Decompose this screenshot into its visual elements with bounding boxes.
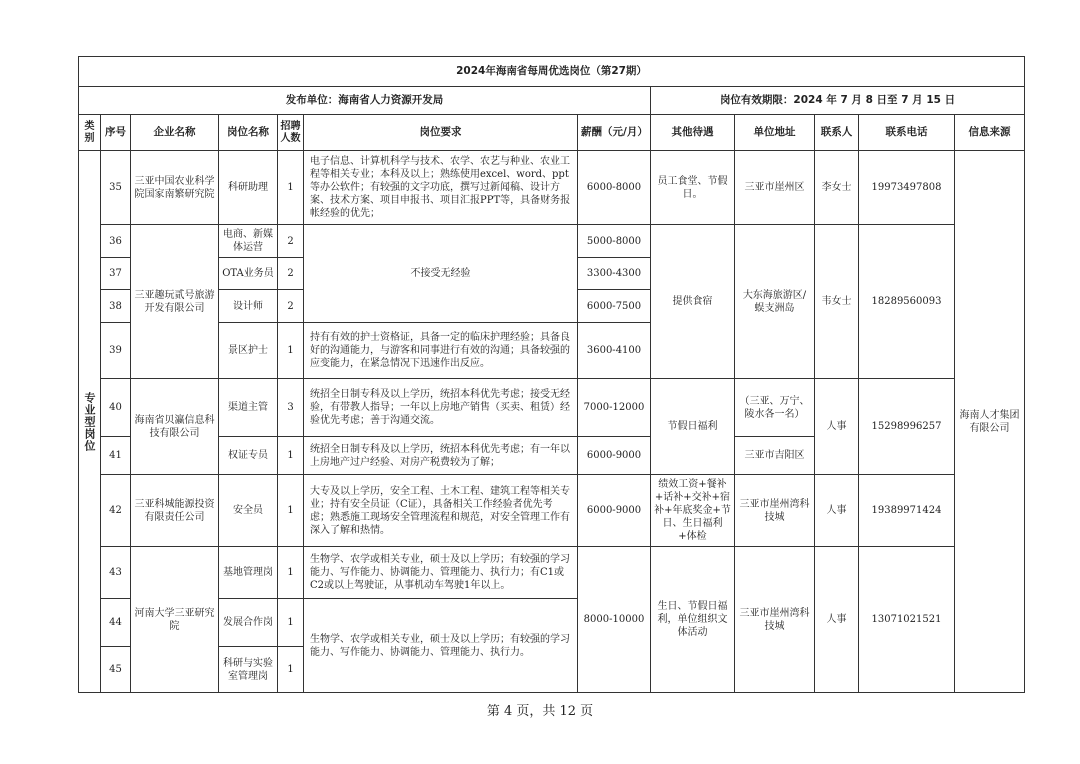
cell-company: 三亚科城能源投资有限责任公司 [131,475,219,547]
cell-seq: 43 [101,547,131,599]
cell-company: 海南省贝瀛信息科技有限公司 [131,379,219,475]
cell-requirements: 不接受无经验 [304,225,578,323]
page-number: 第 4 页，共 12 页 [486,704,594,719]
table-row [79,475,1025,547]
cell-seq: 44 [101,599,131,647]
cell-position: 发展合作岗 [219,599,278,647]
cell-seq: 35 [101,151,131,225]
cell-contact: 人事 [815,547,859,693]
cell-phone: 19973497808 [859,151,955,225]
header-phone: 联系电话 [859,115,955,151]
cell-contact: 李女士 [815,151,859,225]
cell-headcount: 3 [278,379,304,437]
cell-requirements: 统招全日制专科及以上学历，统招本科优先考虑；接受无经验，有带教人指导；一年以上房地产销售（买卖、租赁）经验优先考虑；善于沟通交流。 [304,379,578,437]
cell-position: 景区护士 [219,323,278,379]
cell-headcount: 1 [278,323,304,379]
header-benefits: 其他待遇 [651,115,735,151]
table-row [79,225,1025,258]
cell-salary: 6000-8000 [578,151,651,225]
cell-address: 三亚市崖州湾科技城 [735,547,815,693]
cell-salary: 7000-12000 [578,379,651,437]
cell-contact: 韦女士 [815,225,859,379]
cell-requirements: 大专及以上学历，安全工程、土木工程、建筑工程等相关专业；持有安全员证（C证），具备相关工作经验者优先考虑；熟悉施工现场安全管理流程和规范，对安全管理工作有深入了解和热情。 [304,475,578,547]
header-salary: 薪酬（元/月） [578,115,651,151]
cell-phone: 13071021521 [859,547,955,693]
cell-address: （三亚、万宁、陵水各一名） [735,379,815,437]
header-company: 企业名称 [131,115,219,151]
cell-phone: 18289560093 [859,225,955,379]
cell-requirements: 统招全日制专科及以上学历，统招本科优先考虑；有一年以上房地产过户经验、对房产税费较为了解； [304,437,578,475]
header-contact: 联系人 [815,115,859,151]
cell-seq: 40 [101,379,131,437]
cell-address: 三亚市吉阳区 [735,437,815,475]
info-source: 海南人才集团有限公司 [955,151,1025,693]
cell-seq: 39 [101,323,131,379]
table-row [79,379,1025,437]
cell-position: 电商、新媒体运营 [219,225,278,258]
cell-phone: 15298996257 [859,379,955,475]
job-table [78,56,1025,693]
publisher: 发布单位：海南省人力资源开发局 [79,87,651,115]
cell-company: 三亚中国农业科学院国家南繁研究院 [131,151,219,225]
cell-salary: 6000-7500 [578,290,651,323]
cell-position: 安全员 [219,475,278,547]
cell-seq: 41 [101,437,131,475]
validity-period: 岗位有效期限：2024 年 7 月 8 日至 7 月 15 日 [651,87,1025,115]
cell-headcount: 1 [278,647,304,693]
cell-position: OTA业务员 [219,258,278,290]
cell-seq: 42 [101,475,131,547]
header-source: 信息来源 [955,115,1025,151]
cell-requirements: 生物学、农学或相关专业，硕士及以上学历；有较强的学习能力、写作能力、协调能力、管理能力、执行力；有C1或C2或以上驾驶证，从事机动车驾驶1年以上。 [304,547,578,599]
cell-position: 基地管理岗 [219,547,278,599]
cell-position: 科研助理 [219,151,278,225]
cell-address: 三亚市崖州区 [735,151,815,225]
cell-seq: 37 [101,258,131,290]
cell-requirements: 生物学、农学或相关专业，硕士及以上学历；有较强的学习能力、写作能力、协调能力、管理能力、执行力。 [304,599,578,693]
cell-headcount: 2 [278,225,304,258]
cell-headcount: 1 [278,599,304,647]
cell-salary: 6000-9000 [578,437,651,475]
cell-salary: 6000-9000 [578,475,651,547]
cell-contact: 人事 [815,475,859,547]
header-seq: 序号 [101,115,131,151]
cell-requirements: 电子信息、计算机科学与技术、农学、农艺与种业、农业工程等相关专业；本科及以上；熟练使用excel、word、ppt等办公软件；有较强的文字功底，撰写过新闻稿、设计方案、技术方案、项目申报书、项目汇报PPT等，具备财务报帐经验的优先； [304,151,578,225]
cell-contact: 人事 [815,379,859,475]
cell-salary: 8000-10000 [578,547,651,693]
cell-address: 大东海旅游区/蜈支洲岛 [735,225,815,379]
cell-headcount: 1 [278,547,304,599]
table-row [79,547,1025,599]
cell-address: 三亚市崖州湾科技城 [735,475,815,547]
cell-headcount: 1 [278,475,304,547]
cell-position: 渠道主管 [219,379,278,437]
header-address: 单位地址 [735,115,815,151]
category-label: 专业型岗位 [79,151,101,693]
cell-seq: 38 [101,290,131,323]
cell-salary: 5000-8000 [578,225,651,258]
cell-company: 三亚趣玩贰号旅游开发有限公司 [131,225,219,379]
cell-benefits: 节假日福利 [651,379,735,475]
cell-position: 权证专员 [219,437,278,475]
cell-benefits: 员工食堂、节假日。 [651,151,735,225]
cell-headcount: 1 [278,151,304,225]
cell-benefits: 生日、节假日福利，单位组织文体活动 [651,547,735,693]
cell-seq: 45 [101,647,131,693]
cell-seq: 36 [101,225,131,258]
cell-headcount: 2 [278,258,304,290]
header-category: 类别 [79,115,101,151]
cell-headcount: 2 [278,290,304,323]
cell-phone: 19389971424 [859,475,955,547]
cell-headcount: 1 [278,437,304,475]
cell-position: 科研与实验室管理岗 [219,647,278,693]
header-requirements: 岗位要求 [304,115,578,151]
header-position: 岗位名称 [219,115,278,151]
cell-benefits: 绩效工资+餐补+话补+交补+宿补+年底奖金+节日、生日福利+体检 [651,475,735,547]
cell-benefits: 提供食宿 [651,225,735,379]
header-headcount: 招聘人数 [278,115,304,151]
cell-company: 河南大学三亚研究院 [131,547,219,693]
table-row [79,151,1025,225]
cell-salary: 3300-4300 [578,258,651,290]
cell-requirements: 持有有效的护士资格证，具备一定的临床护理经验；具备良好的沟通能力，与游客和同事进行有效的沟通；具备较强的应变能力，在紧急情况下迅速作出反应。 [304,323,578,379]
cell-position: 设计师 [219,290,278,323]
cell-salary: 3600-4100 [578,323,651,379]
table-title: 2024年海南省每周优选岗位（第27期） [79,57,1025,87]
